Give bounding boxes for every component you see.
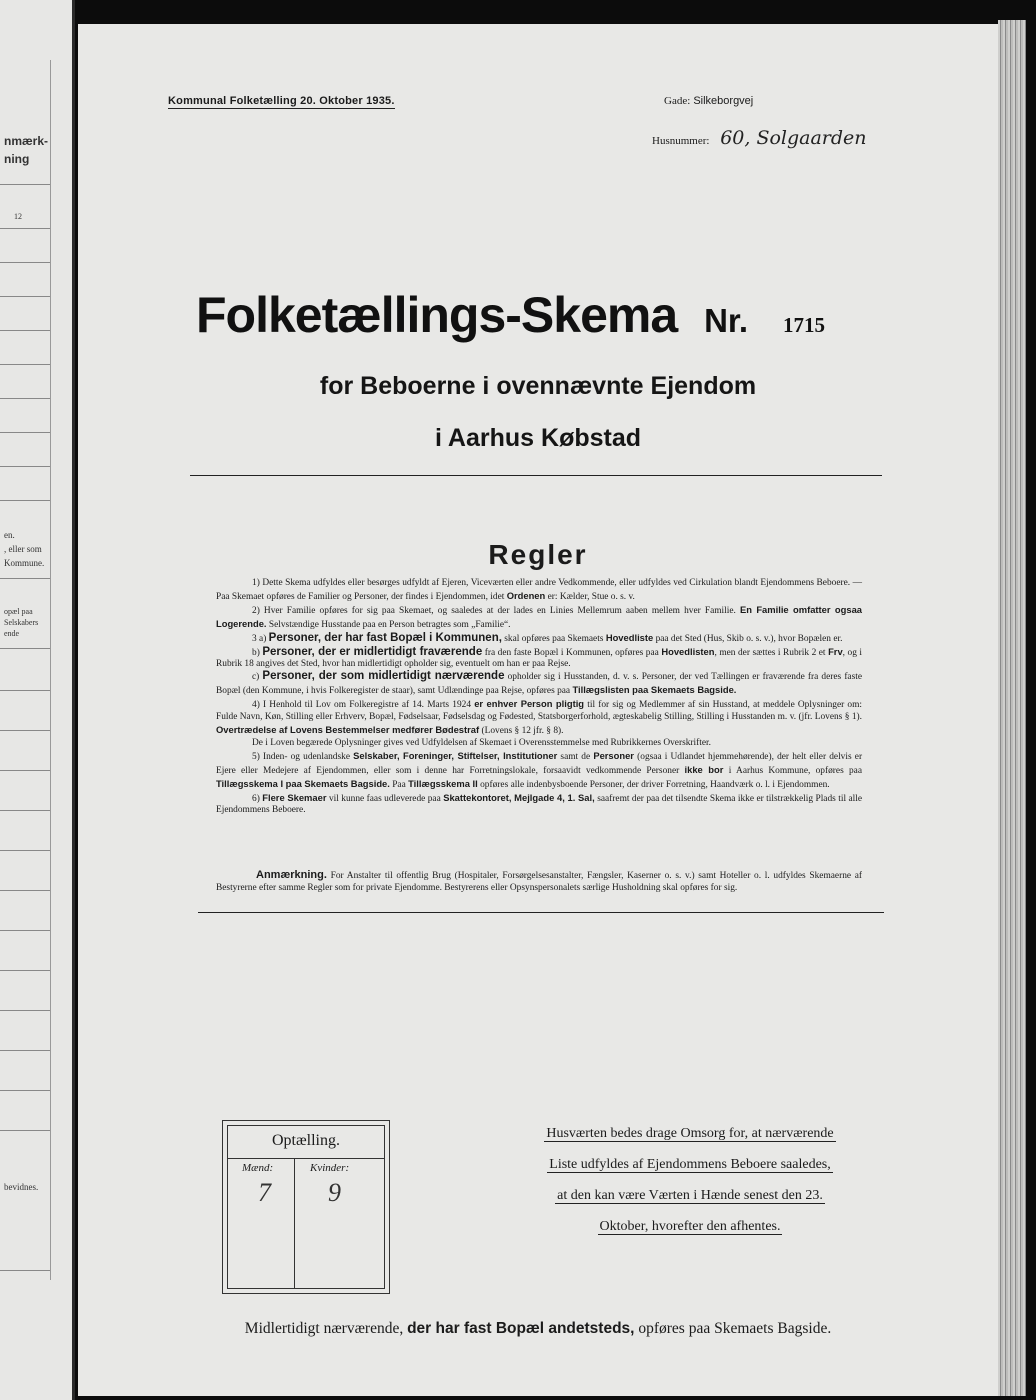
rules-text <box>216 578 862 817</box>
title-nr-label: Nr. <box>704 302 749 339</box>
house-label: Husnummer: <box>652 135 710 147</box>
left-page <box>0 0 75 1400</box>
title-main: Folketællings-Skema <box>196 287 678 343</box>
census-header: Kommunal Folketælling 20. Oktober 1935. <box>168 95 395 107</box>
rule-3b: b) Personer, der er midlertidigt fraværende fra den faste Bopæl i Kommunen, opføres paa Hovedlisten, men der sættes i Rubrik 2 et Frv, og i Rubrik 18 angives det Sted, hvor han midlertidigt opholder sig, eventuelt om han er paa Rejse. <box>216 645 863 670</box>
subtitle-town: i Aarhus Købstad <box>434 424 642 452</box>
house-number-field <box>652 127 867 149</box>
footer-note: Midlertidigt nærværende, der har fast Bopæl andetsteds, opføres paa Skemaets Bagside. <box>244 1320 832 1337</box>
rules-heading: Regler <box>488 539 588 570</box>
page-edge <box>998 20 1026 1396</box>
street-label: Gade: <box>664 95 691 107</box>
rule-4: 4) I Henhold til Lov om Folkeregistre af 14. Marts 1924 er enhver Person pligtig til for sig og Medlemmer af sin Husstand, at meddele Oplysninger om: Fulde Navn, Køn, Stilling eller Erhverv, Bopæl, Fødselsaar, Fødselsdag og Fødested, Statsborgerforhold, ægteskabelig Stilling, Stilling i Husstanden m. v. (jfr. Lovens § 1). Overtrædelse af Lovens Bestemmelser medfører Bødestraf (Lovens § 12 jfr. § 8). <box>216 698 863 736</box>
notice-line: Oktober, hvorefter den afhentes. <box>599 1219 781 1234</box>
women-count: 9 <box>328 1178 341 1207</box>
rule-6: 6) Flere Skemaer vil kunne faas udleverede paa Skattekontoret, Mejlgade 4, 1. Sal, saafremt der paa det tilsendte Skema ikke er tilstrækkelig Plads til alle Ejendommens Beboere. <box>216 791 863 816</box>
left-page-word: nmærk- <box>4 134 49 148</box>
men-count: 7 <box>258 1178 271 1207</box>
rule-4-note: De i Loven begærede Oplysninger gives ved Udfyldelsen af Skemaet i Overensstemmelse med Rubrikkernes Overskrifter. <box>252 737 711 748</box>
left-page-fragment: en. , eller som Kommune. <box>4 530 45 568</box>
notice-line: Husværten bedes drage Omsorg for, at nærværende <box>546 1126 834 1141</box>
men-label: Mænd: <box>242 1162 274 1174</box>
remark-label: Anmærkning. <box>256 869 327 881</box>
remark-text: For Anstalter til offentlig Brug (Hospitaler, Forsørgelsesanstalter, Fængsler, Kaserner o. s. v.) samt Hoteller o. l. udfyldes Skemaerne af Bestyrerne efter samme Regler som for private Ejendomme. Bestyrerens eller Opsynspersonalets særlige Husholdning skal opføres for sig. <box>216 871 863 893</box>
house-number-handwritten: 60, Solgaarden <box>720 127 867 149</box>
rule-3a: 3 a) Personer, der har fast Bopæl i Kommunen, skal opføres paa Skemaets Hovedliste paa det Sted (Hus, Skib o. s. v.), hvor Bopælen er. <box>252 631 843 644</box>
form-number: 1715 <box>783 313 825 337</box>
landlord-notice <box>518 1126 862 1250</box>
left-page-fragment: bevidnes. <box>4 1182 39 1192</box>
census-form-page <box>78 24 998 1396</box>
rule-2: 2) Hver Familie opføres for sig paa Skemaet, og saaledes at der lades en Linies Mellemrum aaben mellem hver Familie. En Familie omfatter ogsaa Logerende. Selvstændige Husstande paa en Person betragtes som „Familie“. <box>216 603 862 630</box>
divider <box>190 475 882 476</box>
subtitle-residents: for Beboerne i ovennævnte Ejendom <box>319 372 757 400</box>
street-field <box>664 95 753 107</box>
rule-1: 1) Dette Skema udfyldes eller besørges udfyldt af Ejeren, Viceværten eller andre Vedkommende, eller udfyldes ved Cirkulation blandt Ejendommens Beboere. — Paa Skemaet opføres de Familier og Personer, der findes i Ejendommen, idet Ordenen er: Kælder, Stue o. s. v. <box>216 578 862 602</box>
notice-line: Liste udfyldes af Ejendommens Beboere saaledes, <box>549 1157 831 1172</box>
street-value: Silkeborgvej <box>693 95 754 107</box>
left-page-fragment: opæl paa Selskabers ende <box>4 607 39 638</box>
rule-3c: c) Personer, der som midlertidigt nærværende opholder sig i Husstanden, d. v. s. Personer, der ved Tællingen er fraværende fra deres faste Bopæl (den Kommune, i hvis Folkeregister de staar), samt Udlændinge paa Rejse, opføres paa Tillægslisten paa Skemaets Bagside. <box>216 670 863 697</box>
form-title <box>196 286 825 344</box>
count-title: Optælling. <box>271 1132 340 1149</box>
rule-5: 5) Inden- og udenlandske Selskaber, Foreninger, Stiftelser, Institutioner samt de Personer (ogsaa i Udlandet hjemmehørende), der helt eller delvis er Ejere eller Medejere af Ejendommen, eller som i denne har Forretningslokale, forsaavidt vedkommende Personer ikke bor i Aarhus Kommune, opføres paa Tillægsskema I paa Skemaets Bagside. Paa Tillægsskema II opføres alle indenbysboende Personer, der driver Forretning, Haandværk o. l. i Ejendommen. <box>216 749 863 790</box>
women-label: Kvinder: <box>310 1162 350 1174</box>
count-box <box>222 1120 390 1294</box>
left-page-word: ning <box>4 152 30 166</box>
notice-line: at den kan være Værten i Hænde senest den 23. <box>557 1188 823 1203</box>
divider <box>198 912 884 913</box>
remark <box>216 870 862 895</box>
left-page-col-number: 12 <box>14 212 22 221</box>
